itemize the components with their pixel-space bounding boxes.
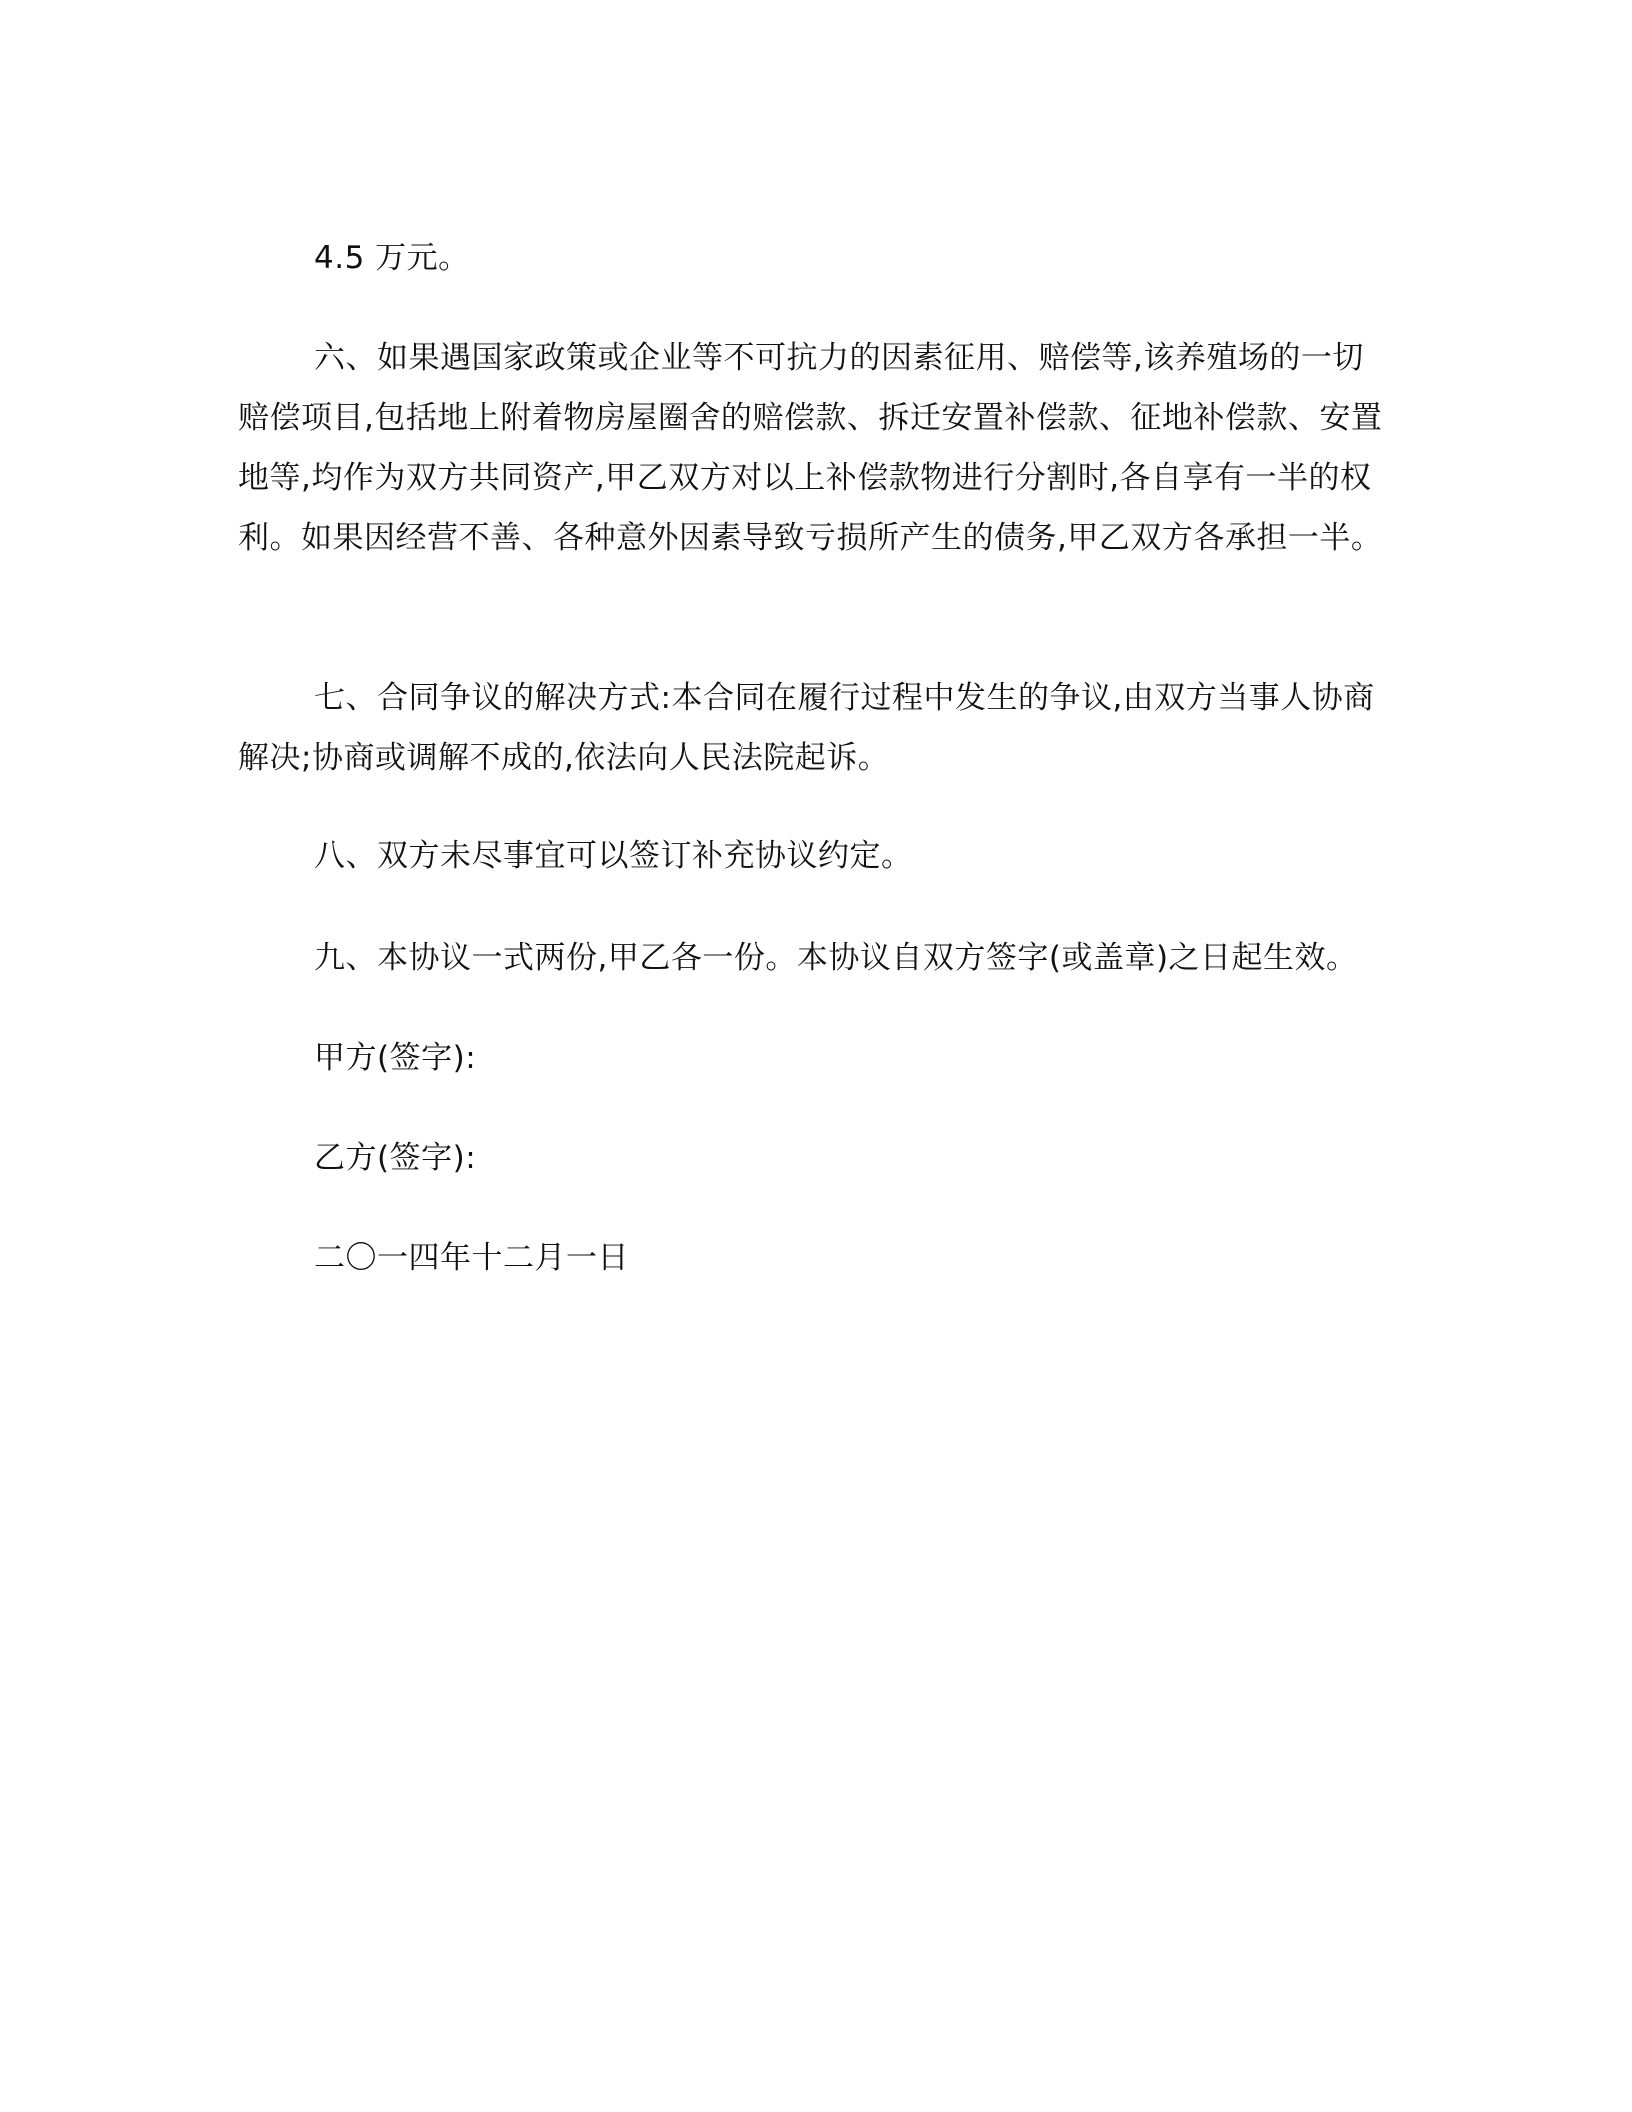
signing-date: 二〇一四年十二月一日 [314, 1240, 629, 1276]
paragraph-clause-six: 六、如果遇国家政策或企业等不可抗力的因素征用、赔偿等,该养殖场的一切赔偿项目,包括地上附着物房屋圈舍的赔偿款、拆迁安置补偿款、征地补偿款、安置地等,均作为双方共同资产,甲乙双方对以上补偿款物进行分割时,各自享有一半的权利。如果因经营不善、各种意外因素导致亏损所产生的债务,甲乙双方各承担一半。 [238, 340, 1383, 556]
signature-party-a: 甲方(签字): [314, 1040, 477, 1076]
paragraph-clause-seven: 七、合同争议的解决方式:本合同在履行过程中发生的争议,由双方当事人协商解决;协商或调解不成的,依法向人民法院起诉。 [238, 680, 1375, 776]
paragraph-clause-nine: 九、本协议一式两份,甲乙各一份。本协议自双方签字(或盖章)之日起生效。 [314, 940, 1358, 976]
signature-party-b: 乙方(签字): [314, 1140, 477, 1176]
paragraph-intro: 4.5 万元。 [314, 240, 470, 276]
paragraph-clause-eight: 八、双方未尽事宜可以签订补充协议约定。 [314, 838, 913, 874]
